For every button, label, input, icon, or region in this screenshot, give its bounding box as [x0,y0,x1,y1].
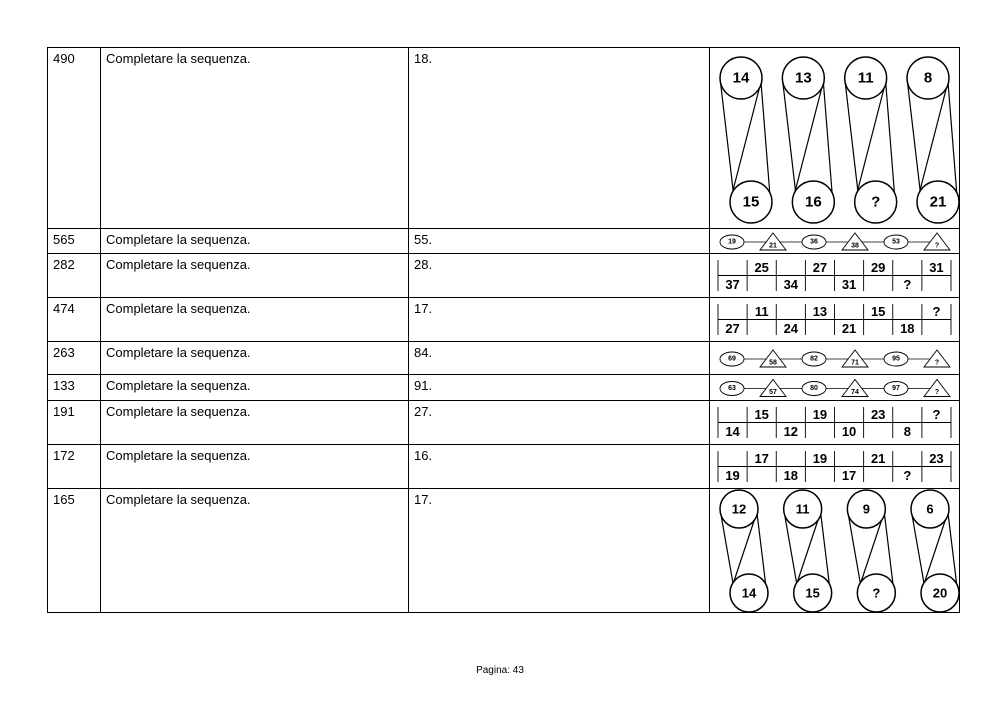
answer-text: 91. [414,378,433,393]
row-id: 490 [53,51,75,66]
answer-cell [409,254,710,298]
block-top-value: 15 [754,407,769,422]
figure-svg [710,48,959,228]
question-text: Completare la sequenza. [106,448,251,463]
top-circle-value: 12 [731,501,747,517]
question-cell [101,401,409,445]
top-circle-value: 8 [923,69,933,87]
connector-line [886,82,895,196]
chain-ellipse-value: 97 [892,385,900,392]
figure-cell [710,445,960,489]
block-top-value: 13 [812,304,828,319]
figure-svg [710,375,959,400]
answer-text: 28. [414,257,433,272]
block-top-value: 11 [754,304,769,319]
table-row [48,489,960,613]
block-bottom-value: 37 [725,277,740,292]
block-top-value: 23 [929,451,944,466]
bottom-circle-value: 20 [932,585,948,601]
figure-svg [710,489,959,612]
block-top-value: 27 [812,260,828,275]
question-text: Completare la sequenza. [106,232,251,247]
figure-svg [710,298,959,341]
block-top-value: ? [932,407,941,422]
connector-line [823,82,832,196]
row-id: 282 [53,257,75,272]
question-cell [101,375,409,401]
block-top-value: 15 [870,304,886,319]
row-id-cell [48,445,101,489]
bottom-circle-value: ? [872,585,881,601]
question-cell [101,298,409,342]
figure-cell [710,401,960,445]
chain-ellipse-value: 63 [728,385,736,392]
block-top-value: 23 [870,407,886,422]
table-row [48,48,960,229]
top-circle-value: 11 [795,501,810,517]
bottom-circle-value: 14 [741,585,757,601]
question-cell [101,229,409,254]
block-bottom-value: 14 [725,424,740,439]
block-bottom-value: 12 [783,424,799,439]
block-top-value: 19 [812,451,828,466]
answer-text: 55. [414,232,433,247]
answer-cell [409,375,710,401]
answer-text: 16. [414,448,433,463]
block-top-value: 31 [929,260,944,275]
table-row [48,445,960,489]
block-bottom-value: 18 [783,468,799,483]
question-text: Completare la sequenza. [106,404,251,419]
figure-svg [710,254,959,297]
block-bottom-value: 21 [841,321,857,336]
row-id: 172 [53,448,75,463]
chain-ellipse-value: 80 [810,385,818,392]
row-id-cell [48,229,101,254]
answer-cell [409,229,710,254]
chain-triangle-value: ? [934,389,940,396]
row-id: 263 [53,345,75,360]
row-id-cell [48,48,101,229]
row-id: 165 [53,492,75,507]
row-id: 565 [53,232,75,247]
bottom-circle-value: ? [871,193,881,211]
chain-triangle-value: 71 [851,359,859,367]
question-cell [101,254,409,298]
answer-cell [409,445,710,489]
chain-ellipse-value: 53 [892,238,900,246]
question-text: Completare la sequenza. [106,301,251,316]
answer-cell [409,401,710,445]
answer-cell [409,48,710,229]
answer-cell [409,489,710,613]
figure-cell [710,342,960,375]
bottom-circle-value: 15 [805,585,820,601]
block-top-value: 19 [812,407,828,422]
top-circle-value: 6 [926,501,934,517]
block-bottom-value: 10 [841,424,857,439]
row-id-cell [48,254,101,298]
figure-cell [710,229,960,254]
row-id-cell [48,298,101,342]
bottom-circle-value: 21 [929,193,947,211]
figure-cell [710,48,960,229]
block-bottom-value: ? [903,277,912,292]
chain-triangle-value: 58 [769,359,777,367]
chain-triangle-value: 74 [851,389,859,396]
question-text: Completare la sequenza. [106,492,251,507]
question-cell [101,489,409,613]
figure-svg [710,445,959,488]
row-id-cell [48,401,101,445]
chain-triangle-value: 38 [851,242,859,250]
answer-text: 27. [414,404,433,419]
chain-triangle-value: 57 [769,389,777,396]
chain-ellipse-value: 95 [892,355,900,363]
answer-text: 17. [414,301,433,316]
block-bottom-value: 31 [841,277,857,292]
bottom-circle-value: 16 [804,193,822,211]
chain-ellipse-value: 82 [810,355,818,363]
question-cell [101,48,409,229]
figure-cell [710,298,960,342]
top-circle-value: 9 [862,501,870,517]
answer-cell [409,298,710,342]
table-row [48,229,960,254]
block-top-value: 29 [870,260,886,275]
block-top-value: 17 [754,451,769,466]
block-bottom-value: 8 [903,424,911,439]
block-bottom-value: 34 [783,277,799,292]
table-row [48,375,960,401]
connector-line [948,82,957,196]
block-bottom-value: ? [903,468,912,483]
question-text: Completare la sequenza. [106,345,251,360]
block-bottom-value: 19 [725,468,740,483]
top-circle-value: 11 [857,69,874,87]
answer-text: 17. [414,492,433,507]
block-bottom-value: 24 [783,321,799,336]
block-bottom-value: 18 [900,321,915,336]
question-text: Completare la sequenza. [106,378,251,393]
chain-triangle-value: ? [934,359,940,367]
chain-ellipse-value: 69 [728,355,736,363]
page-number: Pagina: 43 [476,665,524,676]
questions-table [47,47,960,613]
row-id: 191 [53,404,75,419]
question-text: Completare la sequenza. [106,51,251,66]
table-row [48,254,960,298]
bottom-circle-value: 15 [742,193,760,211]
question-cell [101,342,409,375]
figure-cell [710,375,960,401]
table-row [48,298,960,342]
question-cell [101,445,409,489]
question-text: Completare la sequenza. [106,257,251,272]
chain-triangle-value: ? [934,242,940,250]
answer-text: 84. [414,345,433,360]
block-bottom-value: 27 [725,321,740,336]
top-circle-value: 14 [732,69,750,87]
connector-line [761,82,770,196]
table-row [48,401,960,445]
block-bottom-value: 17 [841,468,857,483]
figure-svg [710,401,959,444]
chain-triangle-value: 21 [769,242,777,250]
block-top-value: ? [932,304,941,319]
chain-ellipse-value: 19 [728,238,736,246]
row-id-cell [48,375,101,401]
figure-cell [710,489,960,613]
chain-ellipse-value: 36 [810,238,818,246]
figure-svg [710,229,959,253]
row-id-cell [48,342,101,375]
table-row [48,342,960,375]
top-circle-value: 13 [794,69,812,87]
figure-cell [710,254,960,298]
row-id: 133 [53,378,75,393]
block-top-value: 21 [870,451,886,466]
answer-cell [409,342,710,375]
answer-text: 18. [414,51,433,66]
block-top-value: 25 [754,260,769,275]
figure-svg [710,342,959,374]
row-id: 474 [53,301,75,316]
row-id-cell [48,489,101,613]
